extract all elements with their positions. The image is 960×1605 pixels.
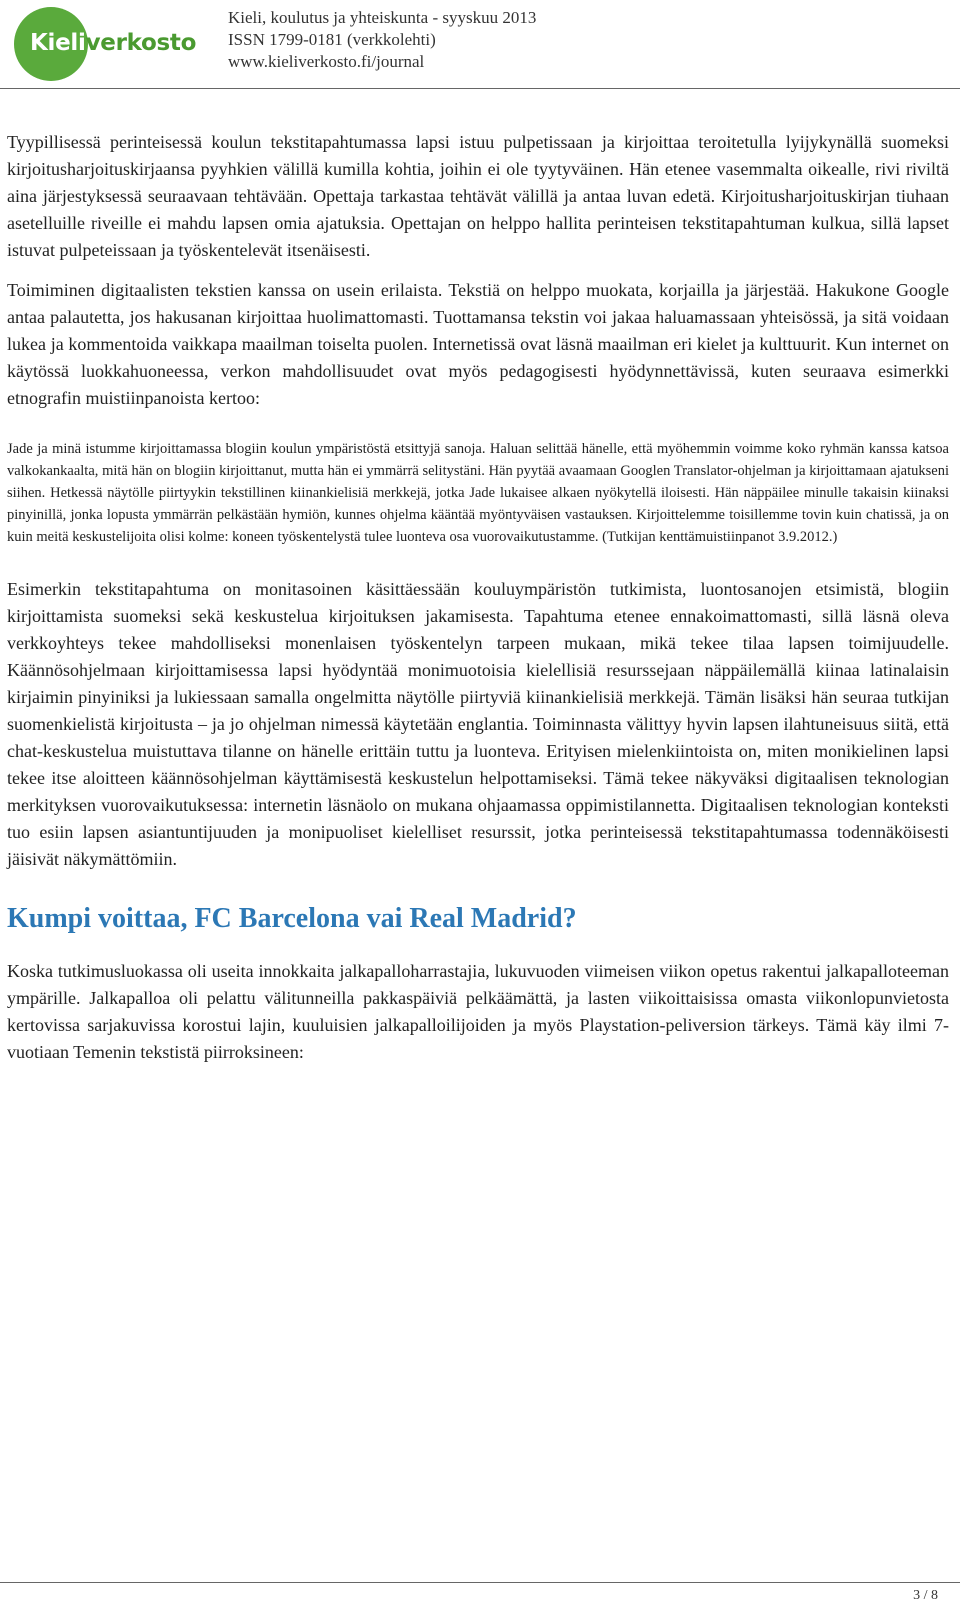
paragraph-traditional-text-event: Tyypillisessä perinteisessä koulun tekstitapahtumassa lapsi istuu pulpetissaan ja kirjoittaa teroitetulla lyijykynällä suomeksi kirjoitusharjoituskirjaansa pyyhkien välillä kumilla kohtia, joihin ei ole tyytyväinen. Hän etenee vasemmalta oikealle, rivi riviltä aina järjestyksessä seuraavaan tehtävään. Opettaja tarkastaa tehtävät välillä ja antaa luvan edetä. Kirjoitusharjoituskirjan tiuhaan asetelluille riveille ei mahdu lapsen omia ajatuksia. Opettajan on helppo hallita perinteisen tekstitapahtuman kulkua, sillä lapset istuvat pulpeteissaan ja työskentelevät itsenäisesti. [7,132,949,260]
page-header [0,0,960,92]
field-note-excerpt: Jade ja minä istumme kirjoittamassa blogiin koulun ympäristöstä etsittyjä sanoja. Haluan selittää hänelle, että myöhemmin voimme koko ryhmän kanssa katsoa valkokankaalta, mitä hän on blogiin kirjoittanut, mutta hän ei ymmärrä selitystäni. Hän pyytää avaamaan Googlen Translator-ohjelman ja kirjoittamaan ajatukseni siihen. Hetkessä näytölle piirtyykin tekstillinen kiinankielisiä merkkejä, jotka Jade lukaisee alkaen nyökytellä iloisesti. Hän näppäilee minulle takaisin kiinaksi pinyinillä, jonka lopusta ymmärrän pelkästään hymiön, kunnes ohjelma kääntää myöntyväisen vastauksen. Kirjoittelemme toisillemme tovin kuin chatissä, ja on kuin meitä keskustelijoita olisi kolme: koneen työskentelystä tulee luonteva osa vuorovaikutustamme. (Tutkijan kenttämuistiinpanot 3.9.2012.) [7,441,949,545]
journal-issn: ISSN 1799-0181 (verkkolehti) [228,30,436,49]
page-number: 3 / 8 [913,1588,938,1603]
footer-divider [0,1582,960,1583]
paragraph-football-theme: Koska tutkimusluokassa oli useita innokkaita jalkapalloharrastajia, lukuvuoden viimeisen viikon opetus rakentui jalkapalloteeman ympärille. Jalkapalloa oli pelattu välitunneilla pakkaspäiviä pelkäämättä, ja lasten viikoittaisissa omasta viikonlopunvietosta kertovissa sarjakuvissa korostui lajin, kuuluisien jalkapalloilijoiden ja myös Playstation-peliversion tärkeys. Tämä käy ilmi 7-vuotiaan Temenin tekstistä piirroksineen: [7,961,949,1062]
kieliverkosto-logo[interactable] [30,28,196,58]
logo-text-kieli: Kieli [30,30,86,56]
section-heading: Kumpi voittaa, FC Barcelona vai Real Madrid? [7,903,577,934]
journal-url[interactable]: www.kieliverkosto.fi/journal [228,52,425,71]
paragraph-digital-texts: Toimiminen digitaalisten tekstien kanssa on usein erilaista. Tekstiä on helppo muokata, korjailla ja järjestää. Hakukone Google antaa palautetta, jos hakusanan kirjoittaa huolimattomasti. Tuottamansa tekstin voi jakaa haluamassaan yhteisössä, ja sitä voidaan lukea ja kommentoida vaikkapa maailman toiselta puolen. Internetissä ovat läsnä maailman eri kielet ja kulttuurit. Kun internet on käytössä luokkahuoneessa, verkon mahdollisuudet ovat myös pedagogisesti hyödynnettävissä, kuten seuraava esimerkki etnografin muistiinpanoista kertoo: [7,280,949,408]
article-body [7,129,949,1066]
journal-info [228,7,536,73]
paragraph-example-analysis: Esimerkin tekstitapahtuma on monitasoinen käsittäessään kouluympäristön tutkimista, luontosanojen etsimistä, blogiin kirjoittamista suomeksi sekä keskustelua kirjoituksen jakamisesta. Tapahtuma etenee ennakoimattomasti, sillä läsnä oleva verkkoyhteys tekee mahdolliseksi monenlaisen työskentelyn tarpeen mukaan, mikä tekee tilaa lapsen toimijuudelle. Käännösohjelmaan kirjoittamisessa lapsi hyödyntää monimuotoisia kielellisiä resurssejaan näppäilemällä kiinaa latinalaisin kirjaimin pinyiniksi ja lukiessaan samalla ongelmitta näytölle piirtyviä kiinankielisiä merkkejä. Tämän lisäksi hän seuraa tutkijan suomenkielistä kirjoitusta – ja jo ohjelman nimessä käytetään englantia. Toiminnasta välittyy hyvin lapsen ilahtuneisuus siitä, että chat-keskustelua muistuttava tilanne on hänelle erittäin tuttu ja luonteva. Erityisen mielenkiintoista on, miten monikielinen lapsi tekee itse aloitteen käännösohjelman käyttämisestä keskustelun helpottamiseksi. Tämä tekee näkyväksi digitaalisen teknologian merkityksen vuorovaikutuksessa: internetin läsnäolo on mukana ohjaamassa oppimistilannetta. Digitaalisen teknologian konteksti tuo esiin lapsen asiantuntijuuden ja monipuoliset kielelliset resurssit, jotka perinteisessä tekstitapahtumassa todennäköisesti jäisivät näkymättömiin. [7,579,949,869]
header-divider [0,88,960,89]
journal-title: Kieli, koulutus ja yhteiskunta - syyskuu 2013 [228,8,537,27]
logo-text-verkosto: verkosto [85,30,197,56]
